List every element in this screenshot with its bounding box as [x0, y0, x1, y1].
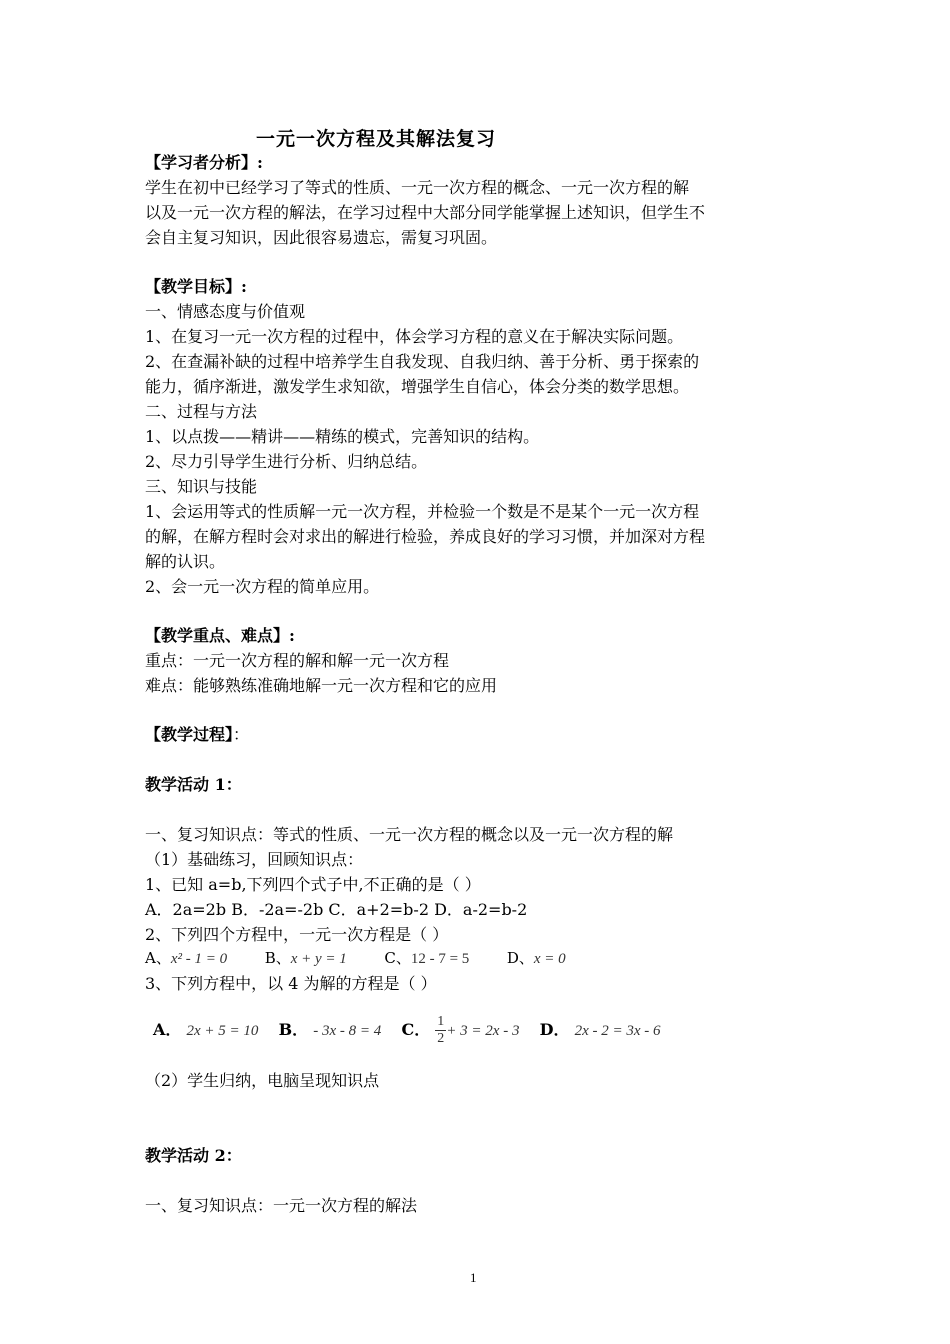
q2-option-a-label: A、	[145, 949, 171, 967]
goals-section-title: 二、过程与方法	[145, 402, 258, 421]
q2-option-b-label: B、	[264, 949, 291, 967]
q2-option-a-expr: x² - 1 = 0	[170, 951, 228, 967]
goals-heading: 【教学目标】:	[145, 277, 247, 296]
q3-option-d-label: D．	[539, 1020, 570, 1039]
goals-item: 2、尽力引导学生进行分析、归纳总结。	[145, 452, 428, 471]
learner-paragraph-line: 会自主复习知识，因此很容易遗忘，需复习巩固。	[145, 228, 498, 247]
goals-item: 能力，循序渐进，激发学生求知欲，增强学生自信心，体会分类的数学思想。	[145, 377, 690, 396]
activity1-heading: 教学活动 1：	[145, 775, 242, 794]
activity1-practice: （1）基础练习，回顾知识点：	[145, 850, 364, 869]
activity2-heading: 教学活动 2：	[145, 1146, 242, 1165]
q2-option-c-label: C、	[384, 949, 411, 967]
activity1-review: 一、复习知识点：等式的性质、一元一次方程的概念以及一元一次方程的解	[145, 825, 674, 844]
question-3-options	[153, 1012, 661, 1049]
question-2-options	[145, 946, 566, 972]
question-1-options: A．2a=2b B．-2a=-2b C．a+2=b-2 D．a-2=b-2	[145, 900, 528, 919]
learner-paragraph-line: 以及一元一次方程的解法，在学习过程中大部分同学能掌握上述知识，但学生不	[145, 203, 706, 222]
goals-section-title: 三、知识与技能	[145, 477, 258, 496]
q2-option-b-expr: x + y = 1	[290, 951, 347, 967]
goals-item: 1、以点拨——精讲——精练的模式，完善知识的结构。	[145, 427, 540, 446]
q3-option-b-label: B．	[278, 1020, 309, 1039]
keypoint-difficult: 难点：能够熟练准确地解一元一次方程和它的应用	[145, 676, 498, 695]
goals-item: 的解，在解方程时会对求出的解进行检验，养成良好的学习习惯，并加深对方程	[145, 527, 706, 546]
learner-paragraph-line: 学生在初中已经学习了等式的性质、一元一次方程的概念、一元一次方程的解	[145, 178, 690, 197]
goals-item: 1、在复习一元一次方程的过程中，体会学习方程的意义在于解决实际问题。	[145, 327, 684, 346]
question-2: 2、下列四个方程中，一元一次方程是（ ）	[145, 925, 449, 944]
q3-option-a-expr: 2x + 5 = 10	[186, 1023, 259, 1039]
activity2-review: 一、复习知识点：一元一次方程的解法	[145, 1196, 418, 1215]
goals-item: 解的认识。	[145, 552, 226, 571]
goals-item: 1、会运用等式的性质解一元一次方程，并检验一个数是不是某个一元一次方程	[145, 502, 700, 521]
q3-option-b-expr: - 3x - 8 = 4	[313, 1023, 382, 1039]
q3-option-d-expr: 2x - 2 = 3x - 6	[574, 1023, 661, 1039]
process-heading-colon: ：	[233, 725, 250, 744]
q3-option-c-expr: + 3 = 2x - 3	[446, 1023, 520, 1039]
document-title: 一元一次方程及其解法复习	[256, 128, 497, 150]
q3-option-a-label: A．	[153, 1020, 182, 1039]
goals-section-title: 一、情感态度与价值观	[145, 302, 306, 321]
process-heading	[145, 722, 249, 747]
goals-item: 2、在查漏补缺的过程中培养学生自我发现、自我归纳、善于分析、勇于探索的	[145, 352, 700, 371]
question-3: 3、下列方程中，以 4 为解的方程是（ ）	[145, 974, 437, 993]
goals-item: 2、会一元一次方程的简单应用。	[145, 577, 380, 596]
learner-heading: 【学习者分析】:	[145, 153, 263, 172]
activity1-summary: （2）学生归纳，电脑呈现知识点	[145, 1071, 380, 1090]
q3-option-c-label: C．	[401, 1020, 431, 1039]
q2-option-c-expr: 12 - 7 = 5	[410, 951, 470, 967]
q3-option-c-fraction	[435, 1014, 446, 1047]
q2-option-d-label: D、	[506, 949, 534, 967]
page-number: 1	[470, 1270, 477, 1285]
keypoints-heading: 【教学重点、难点】:	[145, 626, 295, 645]
process-heading-text: 【教学过程】	[145, 725, 234, 744]
q2-option-d-expr: x = 0	[533, 951, 566, 967]
fraction-numerator: 1	[437, 1014, 445, 1029]
question-1: 1、已知 a=b,下列四个式子中,不正确的是（ ）	[145, 875, 481, 894]
keypoint-key: 重点：一元一次方程的解和解一元一次方程	[145, 651, 450, 670]
fraction-denominator: 2	[437, 1031, 445, 1046]
